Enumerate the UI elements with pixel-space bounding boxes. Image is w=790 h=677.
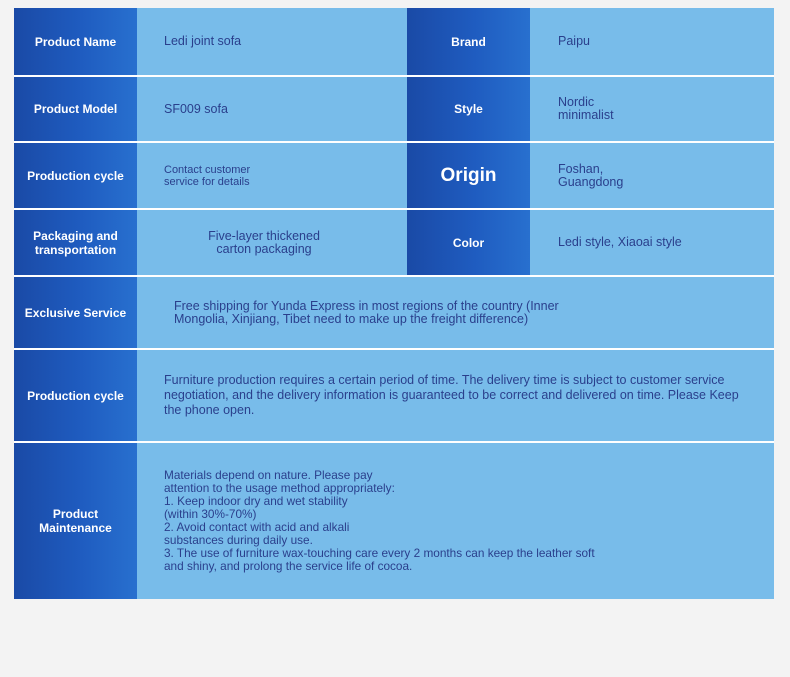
production-cycle-value: Contact customer service for details — [164, 163, 251, 188]
packaging-value: Five-layer thickened carton packaging — [208, 228, 320, 256]
row-divider — [14, 348, 774, 350]
packaging-label: Packaging and transportation — [14, 210, 137, 275]
row-divider — [14, 275, 774, 277]
product-model-value: SF009 sofa — [164, 101, 228, 116]
style-label: Style — [407, 77, 530, 141]
row-divider — [14, 208, 774, 210]
row-divider — [14, 75, 774, 77]
product-maintenance-label: Product Maintenance — [14, 443, 137, 599]
production-cycle-label: Production cycle — [14, 143, 137, 208]
product-model-label: Product Model — [14, 77, 137, 141]
production-cycle-2-value: Furniture production requires a certain period of time. The delivery time is subject to customer service negotiation, and the delivery information is guaranteed to be correct and delivered on time. Please Keep the phone open. — [164, 373, 739, 417]
production-cycle-2-label: Production cycle — [14, 350, 137, 441]
exclusive-service-label: Exclusive Service — [14, 277, 137, 348]
color-value: Ledi style, Xiaoai style — [558, 235, 682, 249]
row-divider — [14, 441, 774, 443]
row-divider — [14, 141, 774, 143]
product-spec-table — [14, 8, 774, 599]
brand-label: Brand — [407, 8, 530, 75]
origin-label: Origin — [407, 143, 530, 208]
origin-value: Foshan, Guangdong — [558, 161, 624, 189]
color-label: Color — [407, 210, 530, 275]
product-name-value: Ledi joint sofa — [164, 34, 242, 48]
exclusive-service-value: Free shipping for Yunda Express in most regions of the country (Inner Mongolia, Xinjiang, Tibet need to make up the freight difference) — [174, 298, 559, 326]
product-maintenance-value: Materials depend on nature. Please pay attention to the usage method appropriately: 1. Keep indoor dry and wet stability (within 30%-70%) 2. Avoid contact with acid and alkali substances during daily use. 3. The use of furniture wax-touching care every 2 months can keep the leather soft and shiny, and prolong the service life of cocoa. — [164, 468, 595, 573]
brand-value: Paipu — [558, 34, 590, 48]
product-name-label: Product Name — [14, 8, 137, 75]
style-value: Nordic minimalist — [558, 95, 614, 122]
